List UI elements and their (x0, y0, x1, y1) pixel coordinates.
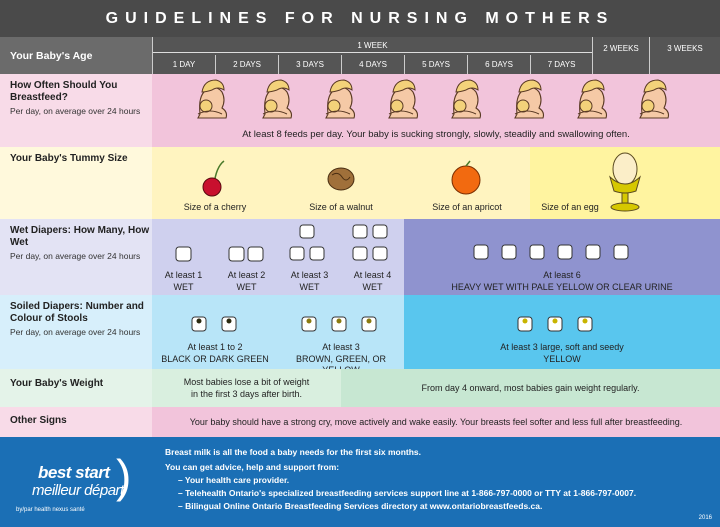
soiled-day34-text2: BROWN, GREEN, OR (295, 354, 386, 364)
divider (467, 55, 468, 74)
footer-line4: – Telehealth Ontario's specialized breastfeeding services support line at 1-866-797-0000 or TTY at 1-866-797-0007. (178, 488, 637, 498)
wet-day3-cell (278, 219, 341, 295)
weight-heading: Your Baby's Weight (10, 378, 104, 389)
divider (530, 55, 531, 74)
soiled-label (0, 295, 152, 369)
tummy-row (0, 147, 720, 219)
wet-day1-text1: At least 1 (164, 270, 203, 280)
wet-day2-cell (215, 219, 278, 295)
soiled-day34-text1: At least 3 (322, 342, 360, 352)
day-3: 3 DAYS (296, 60, 324, 69)
wet-day1-cell (152, 219, 215, 295)
footer-line3: – Your health care provider. (178, 475, 290, 485)
day-7: 7 DAYS (547, 60, 576, 69)
title-bar (0, 0, 720, 37)
other-row (0, 407, 720, 437)
footer (0, 437, 720, 527)
tummy-walnut-cell (278, 147, 404, 219)
mom-icon (326, 80, 355, 118)
wet-day1-text2: WET (173, 282, 194, 292)
apricot-icon (404, 147, 530, 197)
wet-heading: Wet Diapers: How Many, How Wet (10, 225, 150, 248)
soiled-day34-cell (278, 295, 404, 369)
weight-later-text: From day 4 onward, most babies gain weight regularly. (421, 383, 640, 393)
brand-paren-icon: ) (116, 450, 132, 502)
divider (592, 37, 593, 74)
feeding-sub: Per day, on average over 24 hours (10, 106, 141, 116)
tummy-egg-text: Size of an egg (541, 202, 599, 212)
day-4: 4 DAYS (359, 60, 387, 69)
soiled-heading: Soiled Diapers: Number and Colour of Stools (10, 301, 144, 324)
tummy-apricot-text: Size of an apricot (432, 202, 502, 212)
age-label: Your Baby's Age (0, 37, 152, 74)
other-heading: Other Signs (10, 415, 67, 426)
wet-day4-text1: At least 4 (353, 270, 392, 280)
feeding-cell (152, 74, 720, 147)
brand-line2: meilleur départ (32, 482, 124, 499)
week-3: 3 WEEKS (667, 44, 703, 53)
age-header (0, 37, 720, 74)
other-label (0, 407, 152, 437)
brand-line3: by/par health nexus santé (16, 507, 85, 513)
mom-icon (389, 80, 418, 118)
diaper-icons (152, 295, 278, 340)
tummy-cherry-cell (152, 147, 278, 219)
tummy-cherry-text: Size of a cherry (183, 202, 247, 212)
diaper-icons (152, 219, 215, 269)
week-2: 2 WEEKS (603, 44, 639, 53)
weight-early-cell (152, 369, 341, 407)
week1-label: 1 WEEK (153, 39, 592, 53)
wet-day4-text2: WET (362, 282, 383, 292)
day-2: 2 DAYS (233, 60, 261, 69)
diaper-icons (404, 219, 720, 269)
mom-icon (198, 80, 227, 118)
divider (215, 55, 216, 74)
day-6: 6 DAYS (485, 60, 513, 69)
cherry-icon (152, 147, 278, 197)
weight-label (0, 369, 152, 407)
day-5: 5 DAYS (422, 60, 450, 69)
day-1: 1 DAY (172, 60, 196, 69)
wet-rest-cell (404, 219, 720, 295)
walnut-icon (278, 147, 404, 197)
diaper-icons (215, 219, 278, 269)
weight-early-text2: in the first 3 days after birth. (190, 389, 303, 399)
weight-row (0, 369, 720, 407)
other-text: Your baby should have a strong cry, move actively and wake easily. Your breasts feel softer and less full after breastfeeding. (189, 417, 683, 427)
wet-day4-cell (341, 219, 404, 295)
wet-label (0, 219, 152, 295)
diaper-icons (278, 219, 341, 269)
diaper-icons (404, 295, 720, 340)
divider (152, 37, 153, 74)
weight-early-text1: Most babies lose a bit of weight (183, 377, 310, 387)
footer-year: 2016 (698, 515, 712, 521)
footer-line5: – Bilingual Online Ontario Breastfeeding Services directory at www.ontariobreastfeeds.ca. (178, 501, 543, 511)
wet-sub: Per day, on average over 24 hours (10, 251, 141, 261)
soiled-rest-cell (404, 295, 720, 369)
wet-day3-text2: WET (299, 282, 320, 292)
divider (341, 55, 342, 74)
divider (649, 37, 650, 74)
soiled-row (0, 295, 720, 369)
wet-day3-text1: At least 3 (290, 270, 329, 280)
wet-rest-text1: At least 6 (543, 270, 581, 280)
mom-icon (263, 80, 292, 118)
soiled-day12-text2: BLACK OR DARK GREEN (161, 354, 269, 364)
soiled-sub: Per day, on average over 24 hours (10, 327, 141, 337)
divider (278, 55, 279, 74)
mom-icon (452, 80, 481, 118)
footer-line1: Breast milk is all the food a baby needs for the first six months. (165, 447, 422, 457)
mom-icon (515, 80, 544, 118)
weight-later-cell (341, 369, 720, 407)
feeding-row (0, 74, 720, 147)
footer-line2: You can get advice, help and support from: (165, 462, 340, 472)
divider (404, 55, 405, 74)
soiled-day12-cell (152, 295, 278, 369)
diaper-icons (341, 219, 404, 269)
mom-icon (578, 80, 607, 118)
wet-day2-text1: At least 2 (227, 270, 266, 280)
tummy-label (0, 147, 152, 219)
feeding-heading: How Often Should You Breastfeed? (10, 80, 118, 103)
brand-logo (16, 451, 141, 521)
other-cell (152, 407, 720, 437)
mom-icon (640, 80, 669, 118)
brand-line1: best start (38, 463, 110, 482)
tummy-egg-cell (530, 147, 720, 219)
soiled-rest-text2: YELLOW (543, 354, 581, 364)
wet-day2-text2: WET (236, 282, 257, 292)
wet-row (0, 219, 720, 295)
tummy-walnut-text: Size of a walnut (309, 202, 373, 212)
tummy-heading: Your Baby's Tummy Size (10, 153, 128, 164)
feeding-label (0, 74, 152, 147)
soiled-rest-text1: At least 3 large, soft and seedy (500, 342, 624, 352)
feeding-text: At least 8 feeds per day. Your baby is sucking strongly, slowly, steadily and swallowing often. (242, 129, 630, 140)
soiled-day12-text1: At least 1 to 2 (187, 342, 243, 352)
diaper-icons (278, 295, 404, 340)
wet-rest-text2: HEAVY WET WITH PALE YELLOW OR CLEAR URINE (451, 282, 673, 292)
page-title: GUIDELINES FOR NURSING MOTHERS (105, 9, 615, 27)
